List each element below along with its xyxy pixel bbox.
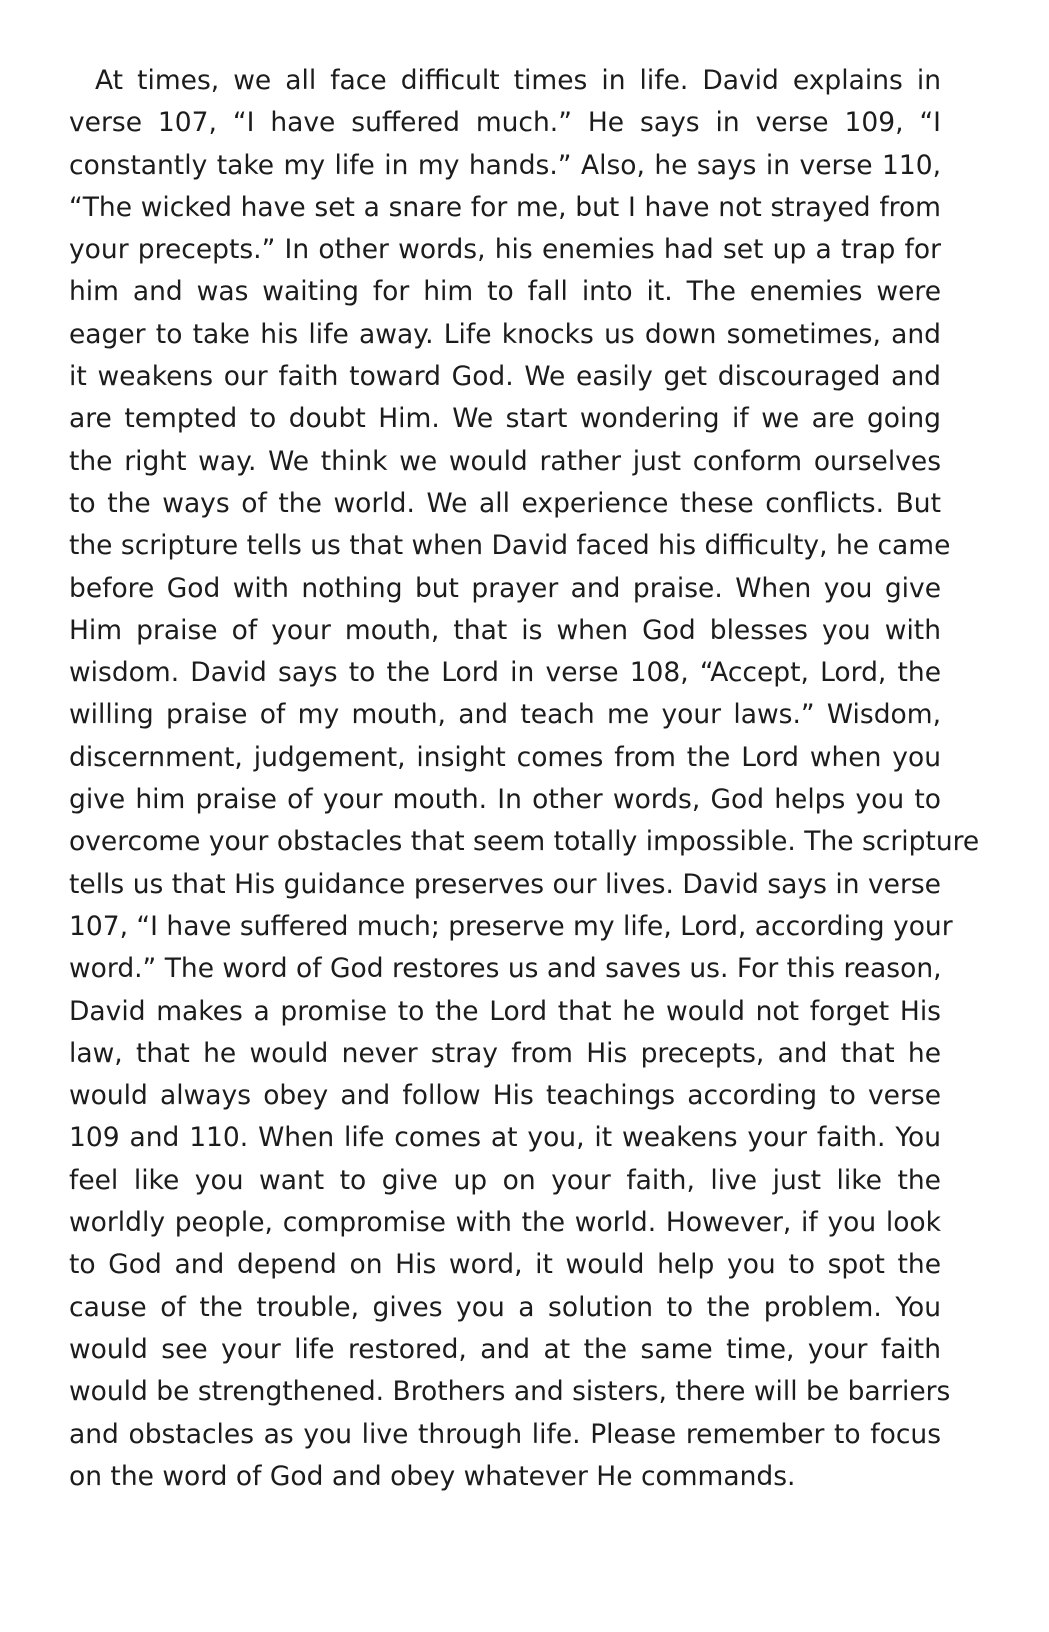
text-line: give him praise of your mouth. In other words, God helps you to: [69, 784, 941, 816]
text-line: At times, we all face difficult times in life. David explains in: [95, 65, 941, 96]
text-line: are tempted to doubt Him. We start wondering if we are going: [69, 403, 941, 435]
text-line: 107, “I have suffered much; preserve my life, Lord, according your: [69, 910, 953, 942]
text-line: law, that he would never stray from His precepts, and that he: [69, 1037, 941, 1069]
text-line: discernment, judgement, insight comes from the Lord when you: [69, 741, 941, 773]
text-line: him and was waiting for him to fall into it. The enemies were: [69, 276, 941, 308]
text-line: would always obey and follow His teachings according to verse: [69, 1080, 941, 1112]
text-line: David makes a promise to the Lord that he would not forget His: [69, 995, 941, 1027]
text-line: word.” The word of God restores us and saves us. For this reason,: [69, 953, 942, 985]
text-line: to the ways of the world. We all experience these conflicts. But: [69, 487, 941, 519]
text-line: the right way. We think we would rather just conform ourselves: [69, 445, 941, 477]
text-line: “The wicked have set a snare for me, but I have not strayed from: [69, 191, 941, 223]
body-paragraph: [69, 60, 980, 1498]
text-line: tells us that His guidance preserves our lives. David says in verse: [69, 868, 941, 900]
text-line: the scripture tells us that when David faced his difficulty, he came: [69, 530, 951, 562]
text-line: wisdom. David says to the Lord in verse 108, “Accept, Lord, the: [69, 657, 941, 689]
text-line: it weakens our faith toward God. We easily get discouraged and: [69, 361, 941, 393]
text-line: and obstacles as you live through life. Please remember to focus: [69, 1418, 941, 1450]
text-line: overcome your obstacles that seem totally impossible. The scripture: [69, 826, 980, 858]
text-line: on the word of God and obey whatever He commands.: [69, 1460, 796, 1492]
text-line: feel like you want to give up on your faith, live just like the: [69, 1164, 941, 1196]
text-line: willing praise of my mouth, and teach me your laws.” Wisdom,: [69, 699, 941, 731]
text-line: worldly people, compromise with the world. However, if you look: [69, 1207, 941, 1239]
text-line: constantly take my life in my hands.” Also, he says in verse 110,: [69, 149, 941, 181]
document-page: [69, 60, 980, 1498]
text-line: Him praise of your mouth, that is when God blesses you with: [69, 614, 941, 646]
text-line: would be strengthened. Brothers and sisters, there will be barriers: [69, 1376, 951, 1408]
text-line: before God with nothing but prayer and praise. When you give: [69, 572, 941, 604]
text-line: eager to take his life away. Life knocks us down sometimes, and: [69, 318, 941, 350]
text-line: verse 107, “I have suffered much.” He says in verse 109, “I: [69, 107, 941, 139]
text-line: would see your life restored, and at the same time, your faith: [69, 1333, 941, 1365]
text-line: to God and depend on His word, it would help you to spot the: [69, 1249, 941, 1281]
text-line: your precepts.” In other words, his enemies had set up a trap for: [69, 234, 941, 266]
text-line: 109 and 110. When life comes at you, it weakens your faith. You: [69, 1122, 941, 1154]
text-line: cause of the trouble, gives you a solution to the problem. You: [69, 1291, 941, 1323]
